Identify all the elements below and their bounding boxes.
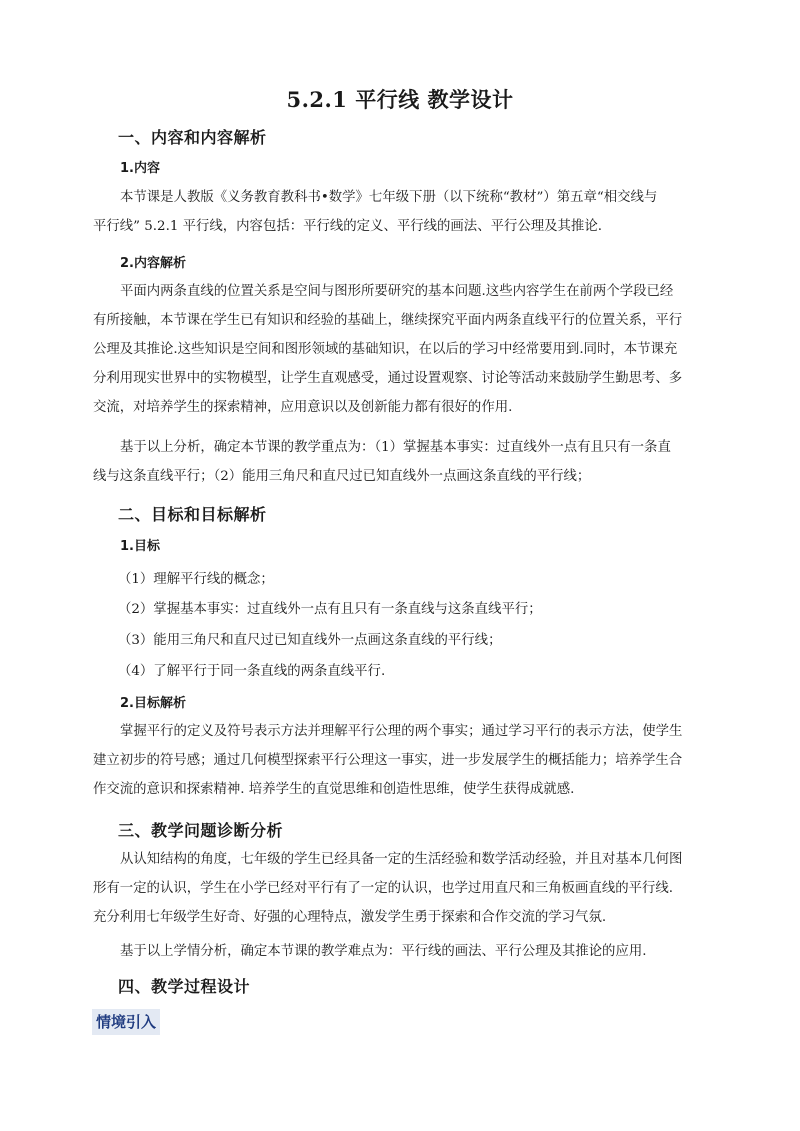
paragraph-line: 从认知结构的角度，七年级的学生已经具备一定的生活经验和数学活动经验，并且对基本几何图 <box>120 852 683 867</box>
subheading-content-analysis: 2.内容解析 <box>120 256 186 271</box>
goal-item: （2）掌握基本事实：过直线外一点有且只有一条直线与这条直线平行； <box>118 602 542 617</box>
paragraph-line: 基于以上学情分析，确定本节课的教学难点为：平行线的画法、平行公理及其推论的应用. <box>120 944 647 959</box>
paragraph-line: 作交流的意识和探索精神. 培养学生的直觉思维和创造性思维，使学生获得成就感. <box>93 782 575 797</box>
content-paragraph <box>93 183 707 241</box>
goal-item: （4）了解平行于同一条直线的两条直线平行. <box>118 664 386 679</box>
paragraph-line: 建立初步的符号感；通过几何模型探索平行公理这一事实，进一步发展学生的概括能力；培养学生合 <box>93 753 683 768</box>
paragraph-line: 基于以上分析，确定本节课的教学重点为：（1）掌握基本事实：过直线外一点有且只有一条直 <box>120 440 671 455</box>
subheading-goals-analysis: 2.目标解析 <box>120 696 186 711</box>
paragraph-line: 交流，对培养学生的探索精神，应用意识以及创新能力都有很好的作用. <box>93 400 513 415</box>
subheading-goals: 1.目标 <box>120 539 160 554</box>
situation-intro-label: 情境引入 <box>92 1009 160 1035</box>
document-title: 5.2.1 平行线 教学设计 <box>286 87 514 112</box>
teaching-difficulty-paragraph <box>93 937 707 966</box>
goal-item: （3）能用三角尺和直尺过已知直线外一点画这条直线的平行线； <box>118 633 502 648</box>
paragraph-line: 有所接触，本节课在学生已有知识和经验的基础上，继续探究平面内两条直线平行的位置关系，平行 <box>93 313 683 328</box>
paragraph-line: 平行线” 5.2.1 平行线，内容包括：平行线的定义、平行线的画法、平行公理及其推论. <box>93 219 602 234</box>
goals-analysis-paragraph <box>93 717 707 804</box>
paragraph-line: 本节课是人教版《义务教育教科书•数学》七年级下册（以下统称“教材”）第五章“相交线与 <box>120 190 658 205</box>
paragraph-line: 分利用现实世界中的实物模型，让学生直观感受，通过设置观察、讨论等活动来鼓励学生勤思考、多 <box>93 371 683 386</box>
paragraph-line: 掌握平行的定义及符号表示方法并理解平行公理的两个事实；通过学习平行的表示方法，使学生 <box>120 724 683 739</box>
section-heading-process: 四、教学过程设计 <box>118 977 251 996</box>
paragraph-line: 平面内两条直线的位置关系是空间与图形所要研究的基本问题.这些内容学生在前两个学段已经 <box>120 284 674 299</box>
paragraph-line: 形有一定的认识，学生在小学已经对平行有了一定的认识，也学过用直尺和三角板画直线的平行线. <box>93 881 674 896</box>
section-heading-content: 一、内容和内容解析 <box>118 128 267 147</box>
section-heading-diagnosis: 三、教学问题诊断分析 <box>118 821 284 840</box>
subheading-content: 1.内容 <box>120 161 160 176</box>
content-analysis-paragraph <box>93 277 707 422</box>
paragraph-line: 充分利用七年级学生好奇、好强的心理特点，激发学生勇于探索和合作交流的学习气氛. <box>93 910 607 925</box>
teaching-focus-paragraph <box>93 433 707 491</box>
diagnosis-paragraph <box>93 845 707 932</box>
section-heading-goals: 二、目标和目标解析 <box>118 505 267 524</box>
paragraph-line: 公理及其推论.这些知识是空间和图形领域的基础知识，在以后的学习中经常要用到.同时，本节课充 <box>93 342 678 357</box>
paragraph-line: 线与这条直线平行；（2）能用三角尺和直尺过已知直线外一点画这条直线的平行线； <box>93 469 591 484</box>
goal-item: （1）理解平行线的概念； <box>118 572 274 587</box>
